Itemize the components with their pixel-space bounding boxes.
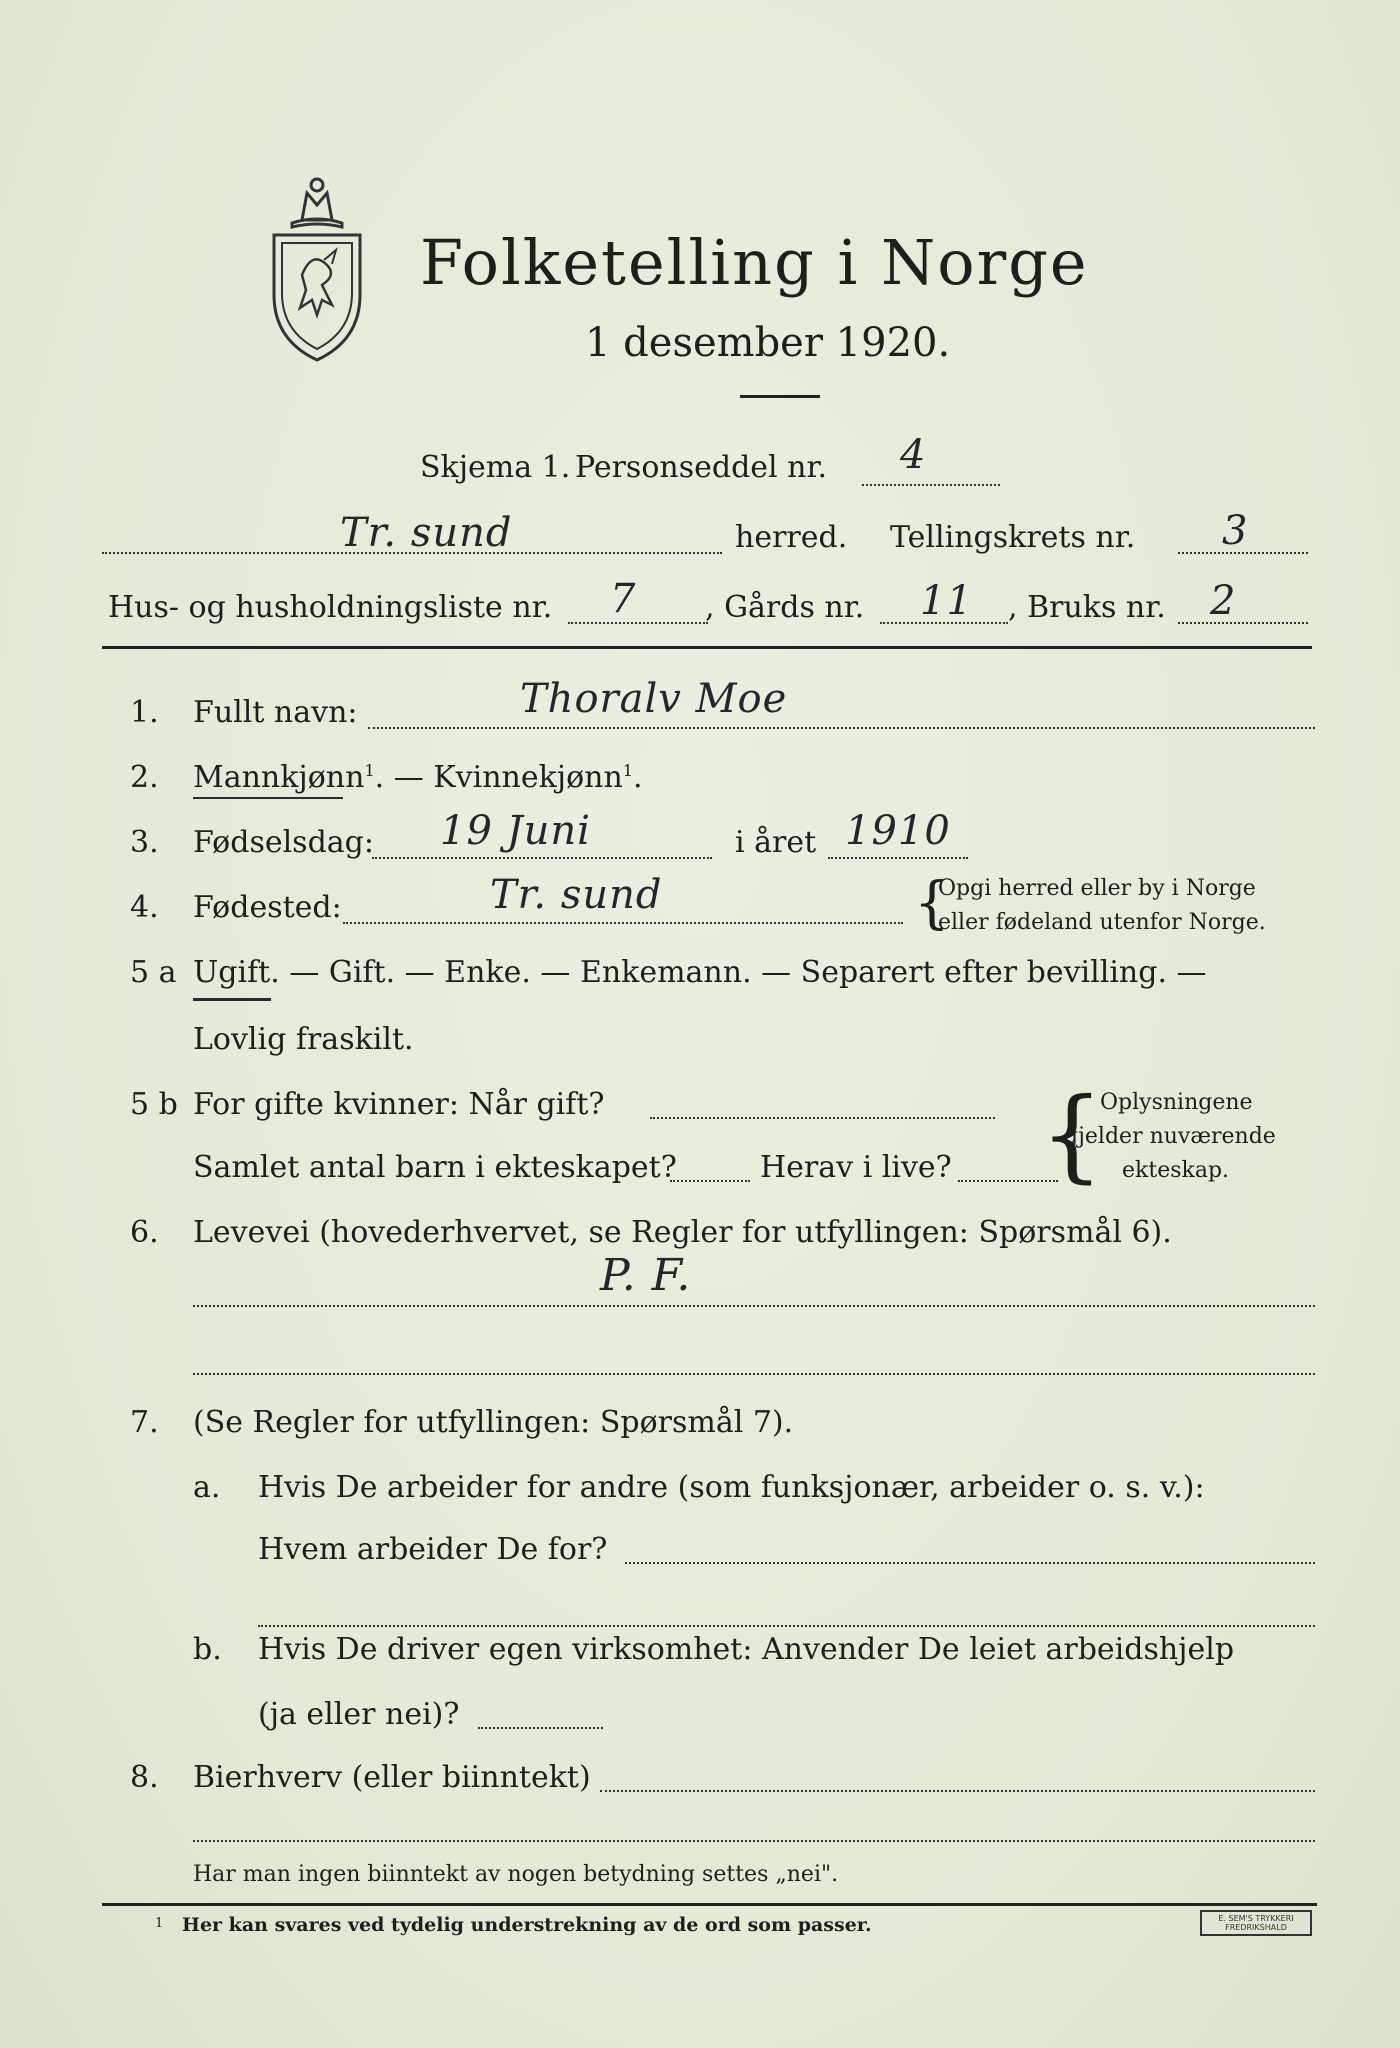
female-option: Kvinnekjønn	[433, 760, 623, 795]
q5a-number: 5 a	[130, 955, 177, 990]
footnote-number: 1	[155, 1916, 164, 1931]
q5a-line2: Lovlig fraskilt.	[193, 1022, 414, 1057]
q7-number: 7.	[130, 1405, 159, 1440]
q5b-note-line3: ekteskap.	[1122, 1158, 1230, 1183]
husholdningsliste-label: Hus- og husholdningsliste nr.	[108, 590, 553, 625]
q1-number: 1.	[130, 695, 159, 730]
tellingskrets-label: Tellingskrets nr.	[890, 520, 1136, 555]
birthplace-value: Tr. sund	[490, 872, 663, 918]
tellingskrets-value: 3	[1222, 508, 1249, 554]
census-date: 1 desember 1920.	[585, 320, 951, 366]
q5b-children-label: Samlet antal barn i ekteskapet?	[193, 1150, 677, 1185]
q5b-married-label: For gifte kvinner: Når gift?	[193, 1087, 605, 1122]
q4-label: Fødested:	[193, 890, 342, 925]
footnote-text: Her kan svares ved tydelig understrekning av de ord som passer.	[182, 1914, 872, 1936]
q7b-line1: Hvis De driver egen virksomhet: Anvender De leiet arbeidshjelp	[258, 1632, 1235, 1667]
schema-label: Skjema 1.	[420, 450, 571, 485]
year-label: i året	[735, 825, 817, 860]
q5b-note-line1: Oplysningene	[1100, 1090, 1253, 1115]
q5b-alive-label: Herav i live?	[760, 1150, 952, 1185]
q5b-brace: {	[1040, 1076, 1104, 1193]
q5b-number: 5 b	[130, 1087, 178, 1122]
printer-stamp: E. SEM'S TRYKKERI FREDRIKSHALD	[1200, 1910, 1312, 1936]
q4-note-line1: Opgi herred eller by i Norge	[938, 876, 1256, 901]
personseddel-value: 4	[900, 432, 927, 478]
footer-note: Har man ingen biinntekt av nogen betydning settes „nei".	[193, 1862, 839, 1887]
q4-brace: {	[914, 871, 950, 936]
q3-number: 3.	[130, 825, 159, 860]
q6-label: Levevei (hovederhvervet, se Regler for utfyllingen: Spørsmål 6).	[193, 1215, 1172, 1250]
q7a-line1: Hvis De arbeider for andre (som funksjonær, arbeider o. s. v.):	[258, 1470, 1205, 1505]
herred-value: Tr. sund	[340, 510, 513, 556]
title-divider	[740, 395, 820, 398]
q2-options: Mannkjønn$^1$. — Kvinnekjønn$^1$.	[193, 760, 643, 795]
herred-label: herred.	[735, 520, 848, 555]
header-rule	[102, 646, 1312, 649]
husholdningsliste-value: 7	[610, 576, 637, 622]
gards-label: , Gårds nr.	[705, 590, 865, 625]
ugift-underline	[193, 998, 271, 1001]
q4-number: 4.	[130, 890, 159, 925]
personseddel-label: Personseddel nr.	[575, 450, 828, 485]
q4-note-line2: eller fødeland utenfor Norge.	[938, 910, 1266, 935]
male-underline	[193, 797, 343, 799]
q5a-options: Ugift. — Gift. — Enke. — Enkemann. — Separert efter bevilling. —	[193, 955, 1207, 990]
q2-number: 2.	[130, 760, 159, 795]
bruks-label: , Bruks nr.	[1008, 590, 1166, 625]
q5b-note-line2: gjelder nuværende	[1064, 1124, 1276, 1149]
q8-label: Bierhverv (eller biinntekt)	[193, 1760, 591, 1795]
full-name-value: Thoralv Moe	[520, 676, 788, 722]
birth-year-value: 1910	[845, 808, 951, 854]
gards-value: 11	[920, 578, 973, 624]
form-title: Folketelling i Norge	[420, 226, 1089, 299]
q7a-line2: Hvem arbeider De for?	[258, 1532, 608, 1567]
bruks-value: 2	[1210, 578, 1237, 624]
birthday-value: 19 Juni	[440, 808, 591, 854]
q8-number: 8.	[130, 1760, 159, 1795]
footer-rule	[102, 1903, 1317, 1906]
q7-label: (Se Regler for utfyllingen: Spørsmål 7).	[193, 1405, 794, 1440]
q6-number: 6.	[130, 1215, 159, 1250]
q1-label: Fullt navn:	[193, 695, 358, 730]
q7a-letter: a.	[193, 1470, 221, 1505]
q3-label: Fødselsdag:	[193, 825, 374, 860]
coat-of-arms-icon	[262, 165, 372, 365]
occupation-value: P. F.	[600, 1250, 692, 1301]
q7b-letter: b.	[193, 1632, 222, 1667]
q7b-line2: (ja eller nei)?	[258, 1697, 460, 1732]
male-option: Mannkjønn	[193, 760, 365, 795]
